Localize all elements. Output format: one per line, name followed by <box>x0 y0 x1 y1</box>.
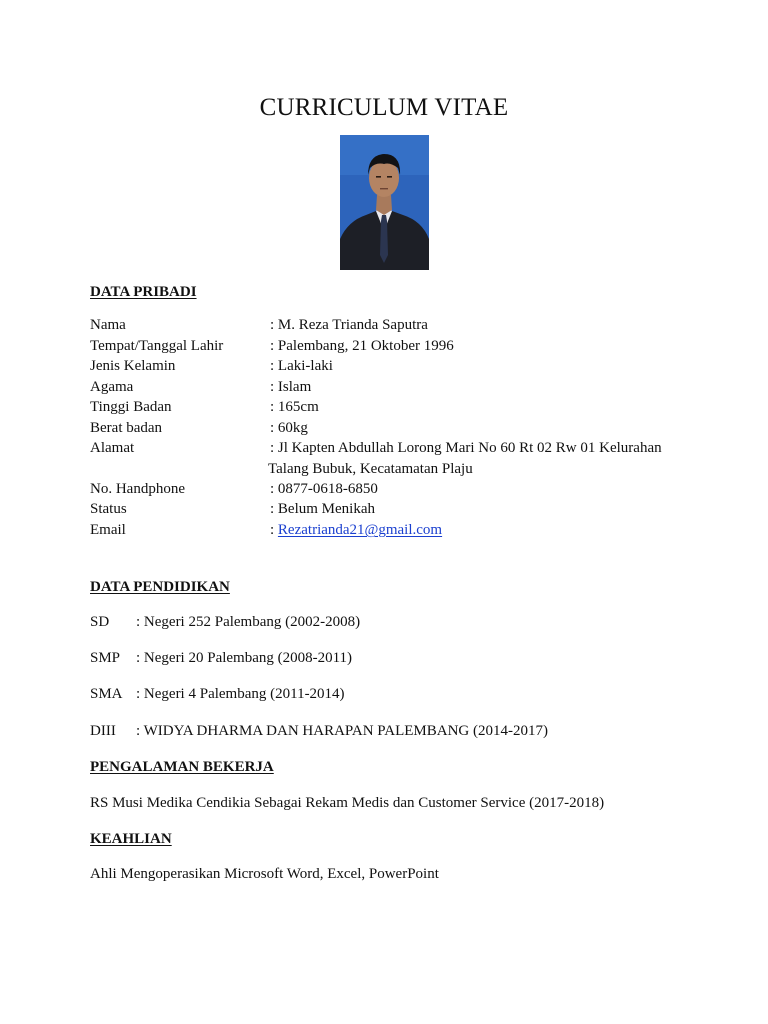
label-sma: SMA <box>90 686 123 702</box>
section-heading-data-pendidikan: DATA PENDIDIKAN <box>90 579 230 595</box>
label-no-handphone: No. Handphone <box>90 481 185 497</box>
value-nama: : M. Reza Trianda Saputra <box>270 317 428 333</box>
page-title: CURRICULUM VITAE <box>259 94 509 121</box>
keahlian-text: Ahli Mengoperasikan Microsoft Word, Excel, PowerPoint <box>90 866 439 882</box>
value-jenis-kelamin: : Laki-laki <box>270 358 333 374</box>
value-alamat-continuation: Talang Bubuk, Kecatamatan Plaju <box>268 461 473 477</box>
portrait-photo-icon <box>340 135 429 270</box>
value-sd: : Negeri 252 Palembang (2002-2008) <box>136 614 361 630</box>
value-status: : Belum Menikah <box>270 501 375 517</box>
label-alamat: Alamat <box>90 440 135 456</box>
profile-photo <box>340 135 429 270</box>
value-alamat: : Jl Kapten Abdullah Lorong Mari No 60 Rt 02 Rw 01 Kelurahan <box>270 440 662 456</box>
label-smp: SMP <box>90 650 121 666</box>
value-agama: : Islam <box>270 379 312 395</box>
label-diii: DIII <box>90 723 116 739</box>
value-tinggi-badan: : 165cm <box>270 399 319 415</box>
value-smp: : Negeri 20 Palembang (2008-2011) <box>136 650 353 666</box>
section-heading-data-pribadi: DATA PRIBADI <box>90 284 197 300</box>
label-email: Email <box>90 522 126 538</box>
value-sma: : Negeri 4 Palembang (2011-2014) <box>136 686 345 702</box>
email-colon: : <box>270 522 278 538</box>
value-diii: : WIDYA DHARMA DAN HARAPAN PALEMBANG (2014-2017) <box>136 723 548 739</box>
label-jenis-kelamin: Jenis Kelamin <box>90 358 176 374</box>
value-email <box>270 520 442 540</box>
label-status: Status <box>90 501 127 517</box>
section-heading-pengalaman-bekerja: PENGALAMAN BEKERJA <box>90 759 274 775</box>
label-sd: SD <box>90 614 110 630</box>
label-nama: Nama <box>90 317 126 333</box>
label-agama: Agama <box>90 379 134 395</box>
pengalaman-text: RS Musi Medika Cendikia Sebagai Rekam Medis dan Customer Service (2017-2018) <box>90 795 605 811</box>
value-tempat-tanggal-lahir: : Palembang, 21 Oktober 1996 <box>270 338 454 354</box>
email-link[interactable]: Rezatrianda21@gmail.com <box>277 522 443 538</box>
label-berat-badan: Berat badan <box>90 420 163 436</box>
label-tempat-tanggal-lahir: Tempat/Tanggal Lahir <box>90 338 224 354</box>
value-berat-badan: : 60kg <box>270 420 308 436</box>
label-tinggi-badan: Tinggi Badan <box>90 399 172 415</box>
value-no-handphone: : 0877-0618-6850 <box>270 481 378 497</box>
section-heading-keahlian: KEAHLIAN <box>90 831 172 847</box>
